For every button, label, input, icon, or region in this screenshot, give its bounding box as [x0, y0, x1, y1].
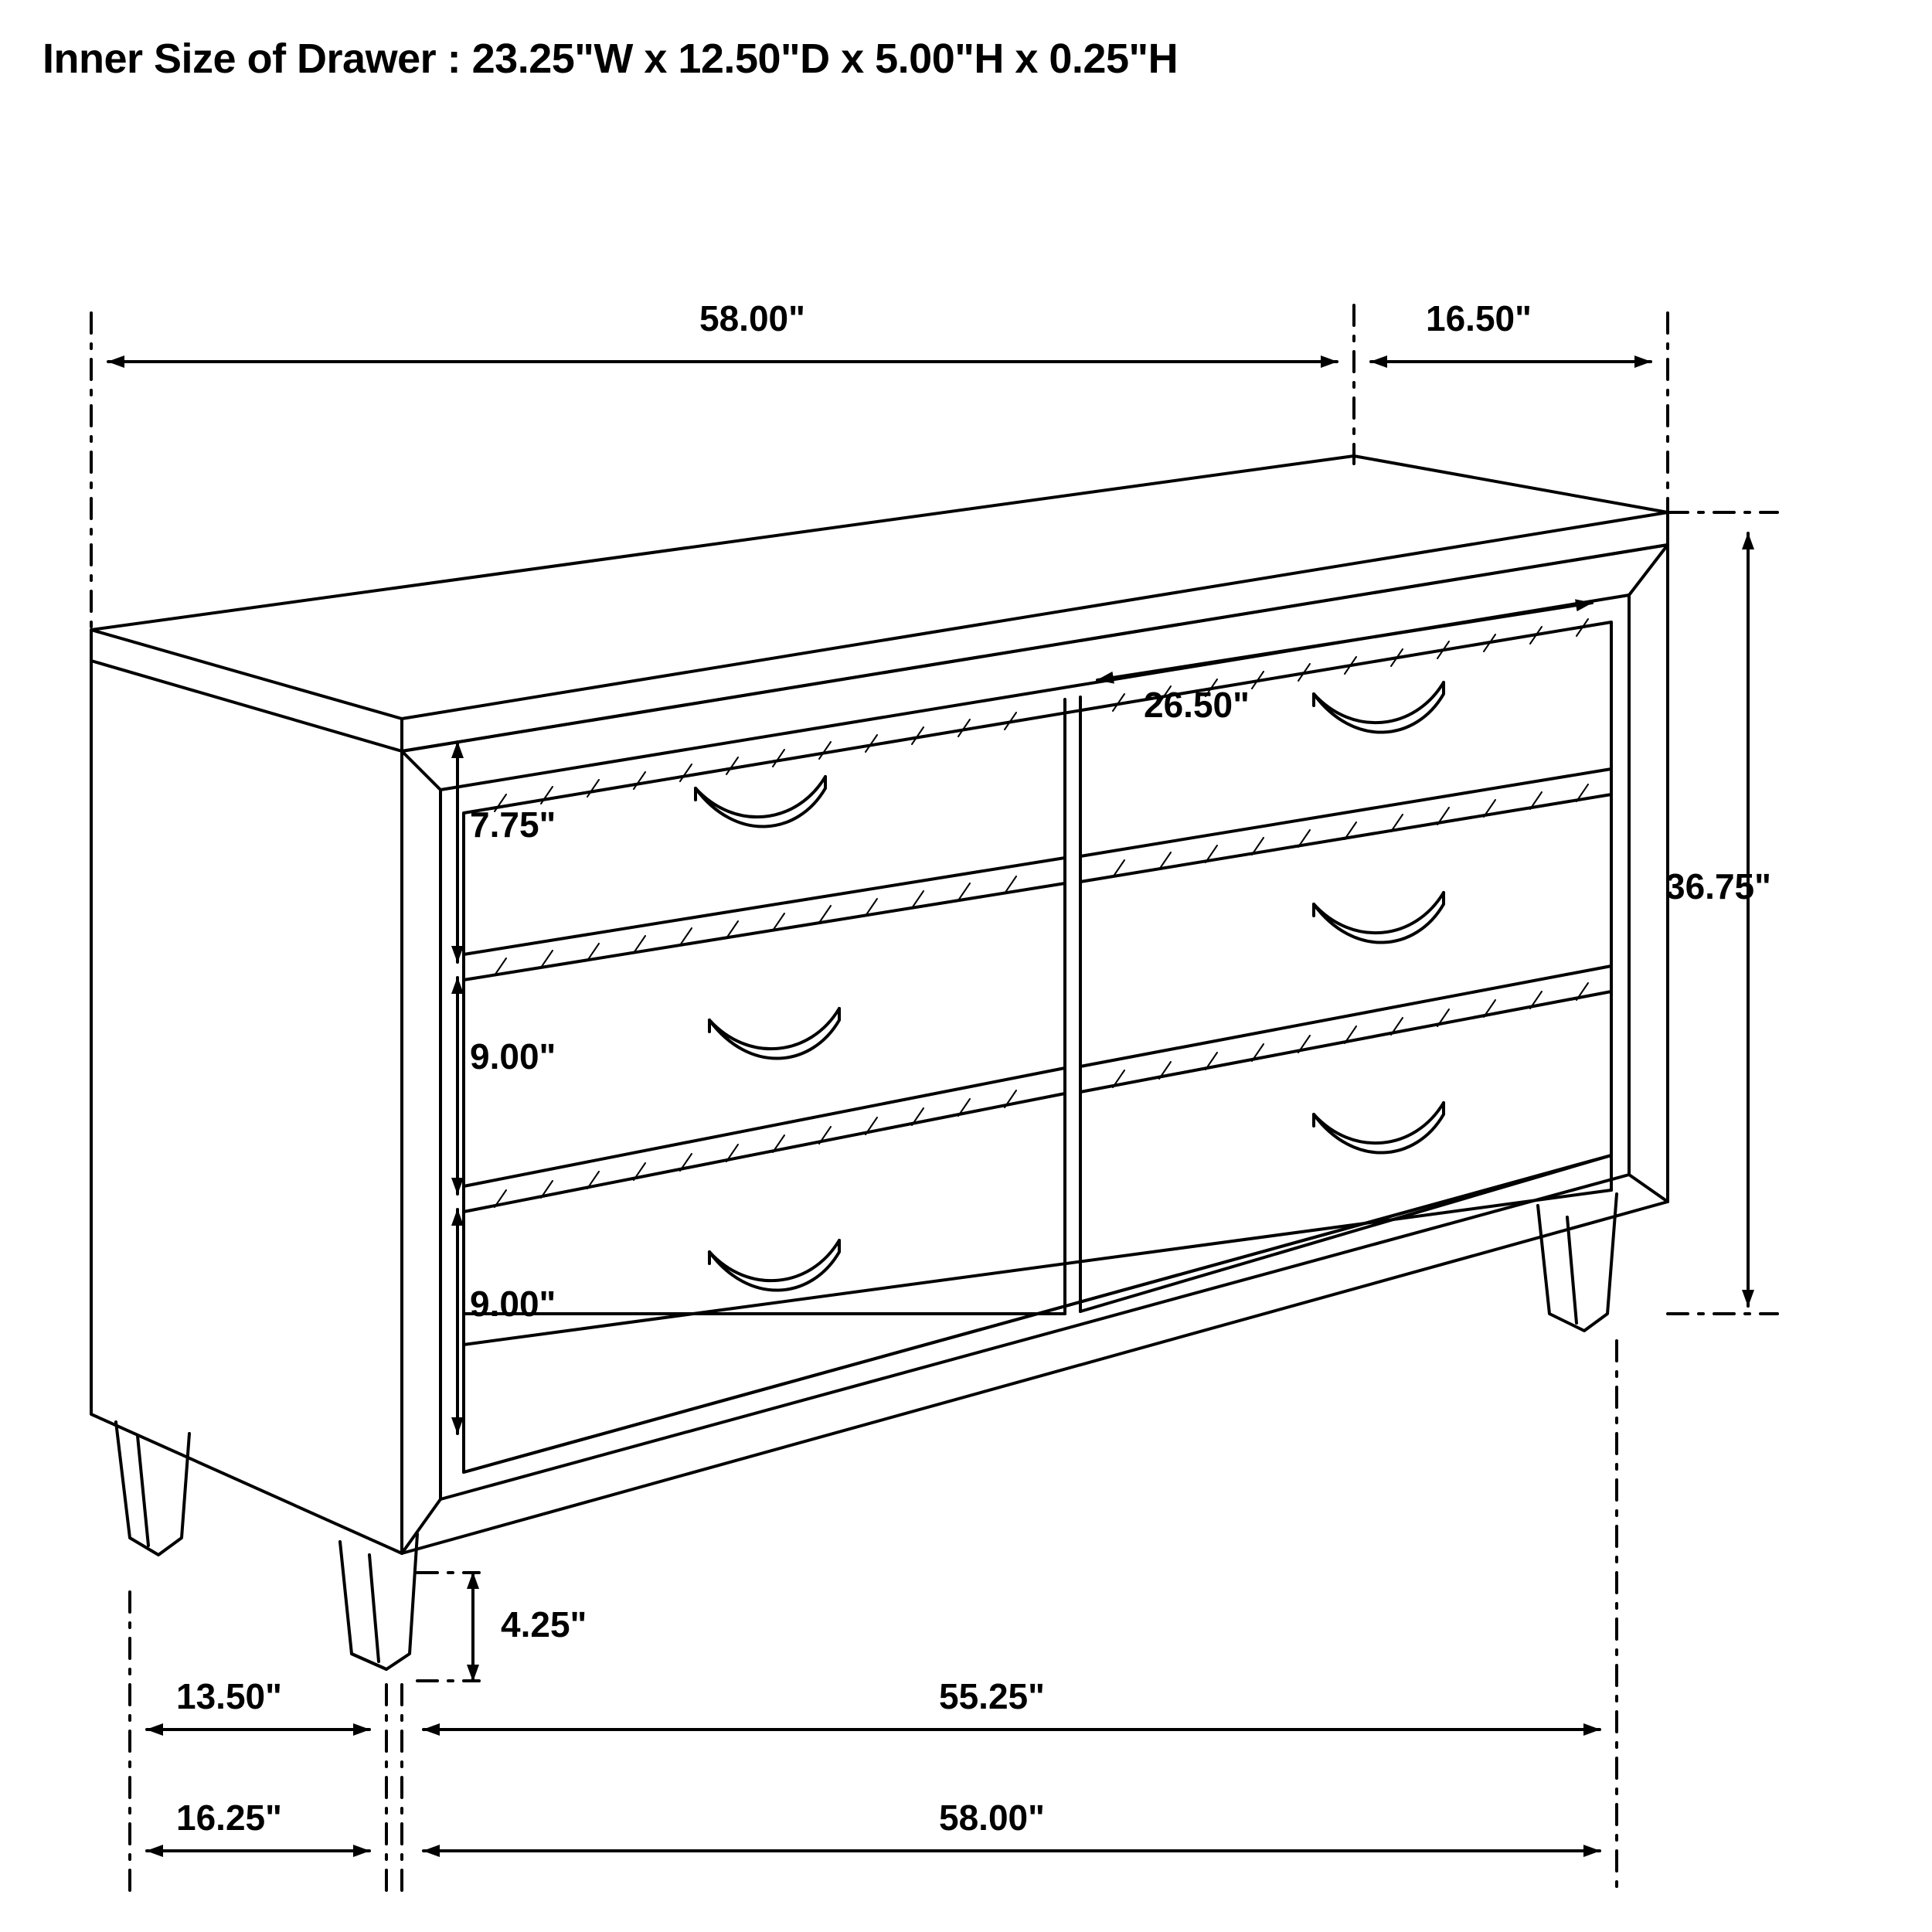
dimension-leg-height: 4.25"	[501, 1604, 587, 1645]
dimension-top-depth: 16.50"	[1426, 298, 1532, 338]
dimension-overall-height: 36.75"	[1665, 866, 1771, 906]
dresser-illustration	[91, 456, 1668, 1669]
drawer-handles	[696, 682, 1444, 1291]
dimension-base-width: 55.25"	[939, 1676, 1045, 1716]
dimension-overall-width: 58.00"	[939, 1798, 1045, 1838]
dimension-drawer-top-height: 7.75"	[470, 804, 556, 845]
dimension-foot-depth: 16.25"	[176, 1798, 282, 1838]
dimension-drawer-middle-height: 9.00"	[470, 1036, 556, 1077]
dimension-top-width: 58.00"	[699, 298, 805, 338]
dimension-drawer-bottom-height: 9.00"	[470, 1284, 556, 1324]
dimension-base-depth: 13.50"	[176, 1676, 282, 1716]
page-title: Inner Size of Drawer : 23.25"W x 12.50"D x 5.00"H x 0.25"H	[43, 36, 1179, 82]
dimension-drawer-front-width: 26.50"	[1144, 685, 1250, 725]
dimension-lines	[91, 305, 1777, 1893]
